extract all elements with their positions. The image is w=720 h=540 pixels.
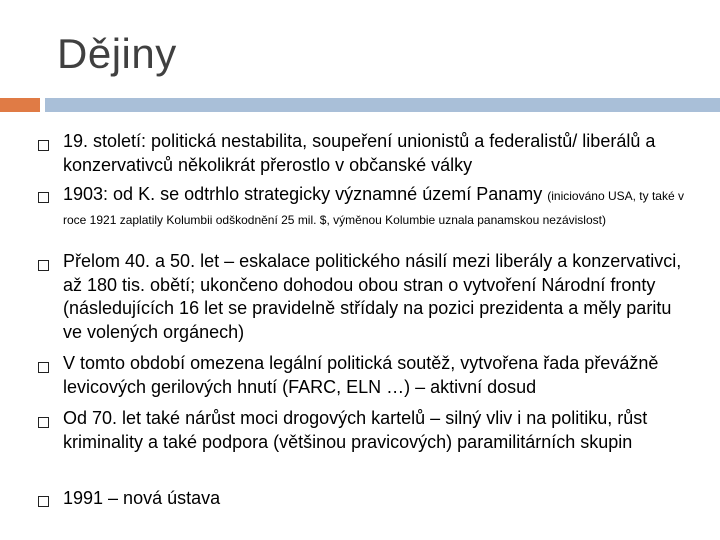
square-bullet-icon [38, 496, 49, 507]
square-bullet-icon [38, 140, 49, 151]
bullet-note: (iniciováno USA, ty také v roce 1921 zaplatily Kolumbii odškodnění 25 mil. $, výměnou Kolumbie uznala panamskou nezávislost) [63, 189, 684, 227]
square-bullet-icon [38, 362, 49, 373]
bullet-text: V tomto období omezena legální politická soutěž, vytvořena řada převážně levicových gerilových hnutí (FARC, ELN …) – aktivní dosud [63, 353, 659, 397]
bullet-text: Od 70. let také nárůst moci drogových kartelů – silný vliv i na politiku, růst kriminality a také podpora (většinou pravicových) paramilitárních skupin [63, 408, 648, 452]
bullet-text: 1991 – nová ústava [63, 488, 221, 508]
accent-bar-blue [45, 98, 720, 112]
list-item [63, 487, 693, 511]
list-item [63, 250, 693, 344]
square-bullet-icon [38, 192, 49, 203]
bullet-text: Přelom 40. a 50. let – eskalace politického násilí mezi liberály a konzervativci, až 180 tis. obětí; ukončeno dohodou obou stran o vytvoření Národní fronty (následujících 16 let se pravidelně střídaly na pozici prezidenta a měly paritu ve volených orgánech) [63, 251, 682, 342]
accent-bar-orange [0, 98, 40, 112]
square-bullet-icon [38, 417, 49, 428]
square-bullet-icon [38, 260, 49, 271]
list-item [63, 352, 693, 399]
list-item [63, 407, 693, 454]
list-item [63, 130, 693, 177]
slide-title: Dějiny [57, 30, 177, 77]
bullet-text: 19. století: politická nestabilita, soupeření unionistů a federalistů/ liberálů a konzervativců několikrát přerostlo v občanské války [63, 131, 656, 175]
list-item [63, 183, 693, 230]
bullet-text: 1903: od K. se odtrhlo strategicky významné území Panamy [63, 184, 543, 204]
